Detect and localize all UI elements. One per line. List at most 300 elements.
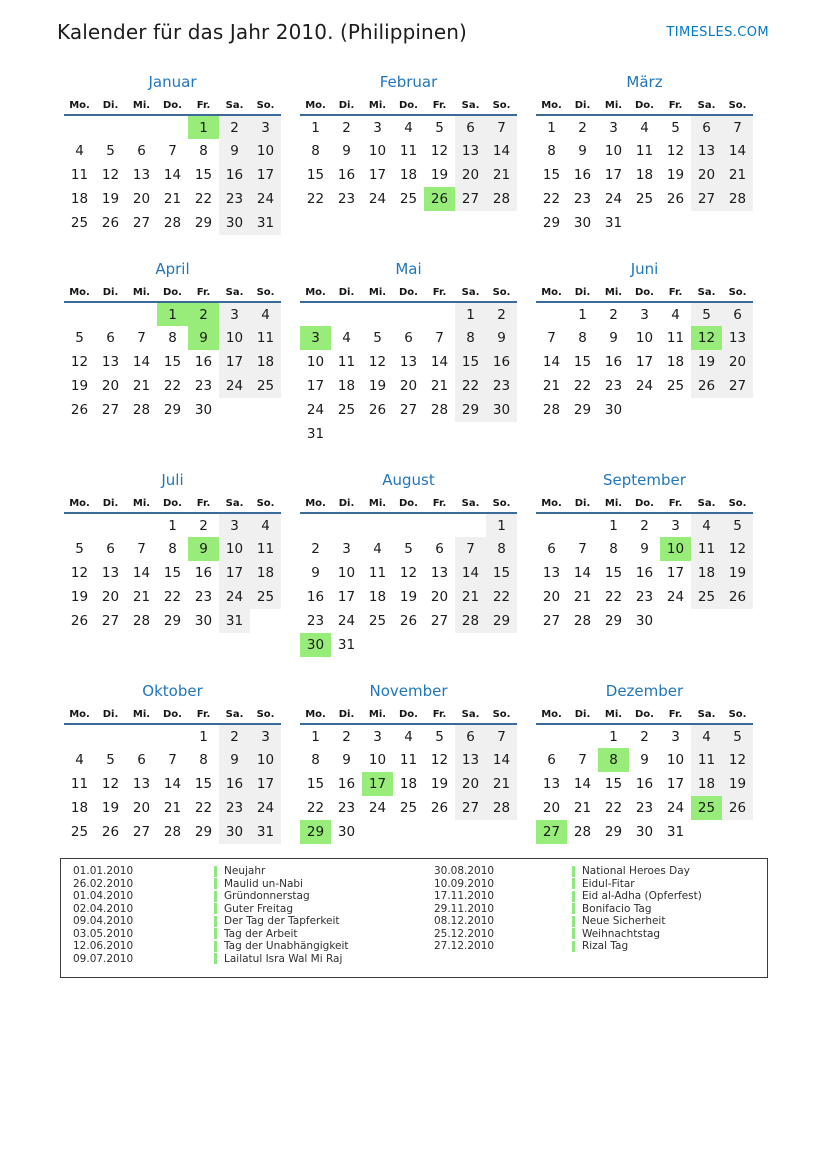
empty-cell (95, 513, 126, 537)
week-row (64, 609, 281, 633)
empty-cell (567, 724, 598, 748)
day-cell: 27 (399, 402, 418, 418)
day-cell: 4 (691, 513, 722, 537)
day-cell: 25 (666, 378, 685, 394)
day-cell: 6 (547, 752, 556, 768)
month-block-mai (300, 260, 517, 446)
day-header: Sa. (691, 283, 722, 302)
month-title-juni[interactable]: Juni (630, 260, 659, 278)
day-cell: 8 (168, 330, 177, 346)
day-cell: 13 (399, 354, 418, 370)
day-cell: 2 (199, 517, 208, 534)
day-cell: 11 (70, 167, 89, 183)
day-header: Fr. (660, 283, 691, 302)
day-header: Fr. (424, 705, 455, 724)
day-cell: 19 (70, 378, 89, 394)
legend-date: 17.11.2010 (433, 890, 495, 903)
week-row (536, 398, 753, 422)
month-block-oktober (64, 682, 281, 844)
week-row (64, 350, 281, 374)
day-cell: 13 (132, 167, 151, 183)
day-cell: 12 (368, 354, 387, 370)
day-cell: 4 (250, 513, 281, 537)
day-cell: 5 (435, 119, 444, 136)
day-cell: 19 (399, 589, 418, 605)
day-cell: 4 (671, 306, 680, 323)
day-cell: 14 (163, 167, 182, 183)
day-header: Di. (331, 283, 362, 302)
day-cell: 15 (306, 167, 325, 183)
day-header: Sa. (455, 705, 486, 724)
day-cell: 10 (660, 537, 691, 561)
legend-date: 12.06.2010 (73, 940, 134, 953)
week-row (536, 326, 753, 350)
month-title-januar[interactable]: Januar (148, 73, 197, 91)
day-cell: 10 (250, 139, 281, 163)
month-table-mai (300, 283, 517, 446)
day-cell: 28 (486, 796, 517, 820)
day-cell: 16 (635, 565, 654, 581)
day-cell: 17 (604, 167, 623, 183)
day-header: Di. (95, 705, 126, 724)
day-cell: 21 (486, 163, 517, 187)
empty-cell (393, 633, 424, 657)
empty-cell (424, 513, 455, 537)
day-header: Do. (393, 494, 424, 513)
empty-cell (629, 211, 660, 235)
day-cell: 13 (691, 139, 722, 163)
week-row (64, 302, 281, 326)
day-cell: 11 (691, 537, 722, 561)
day-header: So. (250, 705, 281, 724)
day-cell: 26 (722, 796, 753, 820)
legend-date: 08.12.2010 (433, 915, 495, 928)
day-cell: 21 (722, 163, 753, 187)
day-header: Mo. (536, 494, 567, 513)
day-cell: 24 (337, 613, 356, 629)
week-row (300, 326, 517, 350)
day-header: Fr. (424, 494, 455, 513)
day-header: So. (722, 283, 753, 302)
week-row (300, 422, 517, 446)
day-cell: 2 (486, 302, 517, 326)
legend-row (61, 940, 430, 953)
month-title-november[interactable]: November (369, 682, 448, 700)
day-cell: 22 (194, 800, 213, 816)
day-cell: 19 (430, 167, 449, 183)
day-header-row (300, 494, 517, 513)
day-cell: 1 (609, 728, 618, 745)
day-cell: 5 (691, 302, 722, 326)
day-cell: 22 (194, 191, 213, 207)
day-cell: 16 (486, 350, 517, 374)
day-cell: 3 (373, 119, 382, 136)
day-cell: 1 (188, 115, 219, 139)
day-cell: 25 (250, 585, 281, 609)
empty-cell (536, 513, 567, 537)
day-cell: 6 (435, 541, 444, 557)
day-cell: 21 (430, 378, 449, 394)
week-row (300, 748, 517, 772)
month-title-dezember[interactable]: Dezember (605, 682, 684, 700)
day-cell: 1 (311, 728, 320, 745)
empty-cell (722, 609, 753, 633)
month-title-september[interactable]: September (603, 471, 686, 489)
week-row (536, 302, 753, 326)
month-block-april (64, 260, 281, 422)
day-cell: 13 (455, 139, 486, 163)
day-cell: 22 (542, 191, 561, 207)
day-cell: 9 (486, 326, 517, 350)
day-cell: 26 (70, 402, 89, 418)
day-cell: 25 (399, 191, 418, 207)
week-row (300, 139, 517, 163)
day-cell: 10 (368, 143, 387, 159)
day-cell: 16 (573, 167, 592, 183)
day-cell: 13 (455, 748, 486, 772)
empty-cell (157, 115, 188, 139)
legend-row (430, 940, 767, 953)
week-row (300, 820, 517, 844)
legend-holiday-name: Maulid un-Nabi (224, 877, 303, 890)
legend-date: 25.12.2010 (433, 927, 495, 940)
week-row (536, 820, 753, 844)
day-cell: 27 (722, 374, 753, 398)
empty-cell (393, 302, 424, 326)
day-cell: 15 (306, 776, 325, 792)
day-cell: 19 (70, 589, 89, 605)
day-cell: 15 (542, 167, 561, 183)
day-cell: 8 (455, 326, 486, 350)
empty-cell (393, 820, 424, 844)
day-header: Mo. (536, 96, 567, 115)
day-cell: 15 (194, 776, 213, 792)
day-cell: 2 (609, 306, 618, 323)
day-cell: 27 (132, 824, 151, 840)
day-cell: 31 (250, 211, 281, 235)
day-cell: 23 (306, 613, 325, 629)
day-cell: 29 (542, 215, 561, 231)
holiday-marker-bar (572, 916, 575, 927)
day-cell: 1 (157, 302, 188, 326)
empty-cell (722, 398, 753, 422)
empty-cell (660, 398, 691, 422)
empty-cell (486, 422, 517, 446)
empty-cell (126, 513, 157, 537)
holiday-marker-bar (214, 928, 217, 939)
day-header-row (536, 96, 753, 115)
day-cell: 19 (722, 772, 753, 796)
day-cell: 10 (306, 354, 325, 370)
day-header: Sa. (219, 705, 250, 724)
legend-date: 01.01.2010 (73, 865, 134, 878)
day-cell: 27 (542, 613, 561, 629)
day-cell: 4 (404, 728, 413, 745)
week-row (536, 513, 753, 537)
day-cell: 29 (163, 613, 182, 629)
day-cell: 4 (342, 330, 351, 346)
day-cell: 6 (137, 143, 146, 159)
legend-date: 09.07.2010 (73, 952, 134, 965)
day-header: Mo. (300, 283, 331, 302)
day-cell: 12 (70, 565, 89, 581)
week-row (64, 163, 281, 187)
empty-cell (300, 302, 331, 326)
day-cell: 10 (219, 326, 250, 350)
month-title-juli[interactable]: Juli (161, 471, 184, 489)
holiday-marker-bar (572, 866, 575, 877)
day-cell: 5 (373, 330, 382, 346)
day-header: Do. (157, 494, 188, 513)
week-row (536, 748, 753, 772)
day-cell: 7 (168, 752, 177, 768)
day-cell: 12 (722, 748, 753, 772)
day-cell: 12 (666, 143, 685, 159)
day-header: Fr. (660, 96, 691, 115)
week-row (64, 748, 281, 772)
week-row (300, 585, 517, 609)
holiday-marker-bar (572, 891, 575, 902)
brand-link[interactable]: TIMESLES.COM (666, 25, 769, 40)
day-cell: 15 (455, 350, 486, 374)
empty-cell (95, 115, 126, 139)
day-cell: 10 (635, 330, 654, 346)
week-row (536, 139, 753, 163)
week-row (300, 772, 517, 796)
day-cell: 12 (722, 537, 753, 561)
week-row (536, 609, 753, 633)
day-cell: 19 (368, 378, 387, 394)
day-cell: 8 (311, 143, 320, 159)
legend-holiday-name: Eid al-Adha (Opferfest) (581, 890, 702, 903)
legend-holiday-name: Tag der Unabhängigkeit (224, 940, 349, 953)
day-header: Mi. (598, 705, 629, 724)
month-title-februar[interactable]: Februar (379, 73, 438, 91)
day-cell: 6 (547, 541, 556, 557)
day-cell: 7 (137, 541, 146, 557)
day-cell: 28 (486, 187, 517, 211)
day-cell: 26 (70, 613, 89, 629)
page-title: Kalender für das Jahr 2010. (Philippinen) (57, 20, 467, 44)
day-header: Do. (157, 283, 188, 302)
day-cell: 30 (194, 613, 213, 629)
month-table-juli (64, 494, 281, 633)
day-cell: 1 (311, 119, 320, 136)
day-cell: 28 (430, 402, 449, 418)
legend-date: 27.12.2010 (433, 940, 495, 953)
day-header: So. (722, 96, 753, 115)
month-block-februar (300, 73, 517, 211)
month-title-märz[interactable]: März (626, 73, 663, 91)
month-title-august[interactable]: August (382, 471, 435, 489)
day-cell: 7 (486, 724, 517, 748)
day-cell: 14 (573, 565, 592, 581)
day-cell: 30 (337, 824, 356, 840)
week-row (300, 187, 517, 211)
holiday-marker-bar (572, 878, 575, 889)
week-row (536, 772, 753, 796)
day-header: Do. (393, 96, 424, 115)
day-cell: 11 (635, 143, 654, 159)
month-block-august (300, 471, 517, 657)
empty-cell (424, 422, 455, 446)
day-header: Mi. (362, 96, 393, 115)
day-cell: 17 (337, 589, 356, 605)
day-cell: 23 (337, 800, 356, 816)
day-cell: 21 (455, 585, 486, 609)
day-header: Di. (567, 494, 598, 513)
day-header: Fr. (188, 283, 219, 302)
month-block-januar (64, 73, 281, 235)
day-header: Sa. (455, 283, 486, 302)
empty-cell (126, 115, 157, 139)
day-cell: 2 (342, 728, 351, 745)
day-cell: 19 (101, 191, 120, 207)
holidays-legend (60, 858, 768, 978)
legend-holiday-name: Rizal Tag (581, 940, 629, 953)
day-cell: 7 (578, 541, 587, 557)
day-cell: 24 (219, 374, 250, 398)
day-header: Di. (567, 705, 598, 724)
day-cell: 21 (132, 589, 151, 605)
empty-cell (629, 398, 660, 422)
day-header: Fr. (424, 283, 455, 302)
week-row (536, 561, 753, 585)
day-cell: 7 (435, 330, 444, 346)
day-header: Mo. (536, 705, 567, 724)
empty-cell (331, 422, 362, 446)
day-cell: 14 (722, 139, 753, 163)
day-cell: 20 (430, 589, 449, 605)
day-cell: 16 (219, 772, 250, 796)
legend-holiday-name: Weihnachtstag (581, 927, 661, 940)
day-cell: 26 (722, 585, 753, 609)
day-cell: 1 (486, 513, 517, 537)
day-header: So. (722, 705, 753, 724)
day-cell: 26 (430, 800, 449, 816)
day-header: Do. (629, 705, 660, 724)
day-cell: 31 (219, 609, 250, 633)
day-cell: 28 (573, 824, 592, 840)
day-header: Di. (567, 283, 598, 302)
day-cell: 20 (101, 589, 120, 605)
day-cell: 4 (250, 302, 281, 326)
week-row (64, 724, 281, 748)
month-title-mai[interactable]: Mai (395, 260, 422, 278)
day-header: Do. (629, 494, 660, 513)
day-header: So. (250, 96, 281, 115)
day-cell: 3 (373, 728, 382, 745)
week-row (536, 796, 753, 820)
day-cell: 27 (101, 402, 120, 418)
legend-holiday-name: Gründonnerstag (224, 890, 310, 903)
day-cell: 18 (250, 350, 281, 374)
day-header: Fr. (660, 494, 691, 513)
day-cell: 24 (635, 378, 654, 394)
day-cell: 12 (70, 354, 89, 370)
day-cell: 9 (219, 139, 250, 163)
empty-cell (64, 513, 95, 537)
day-cell: 9 (188, 537, 219, 561)
day-cell: 11 (368, 565, 387, 581)
empty-cell (219, 398, 250, 422)
day-header: Do. (629, 96, 660, 115)
months-grid (64, 73, 763, 844)
month-table-märz (536, 96, 753, 235)
empty-cell (331, 513, 362, 537)
day-cell: 18 (70, 800, 89, 816)
day-cell: 25 (635, 191, 654, 207)
day-cell: 8 (598, 748, 629, 772)
day-cell: 27 (101, 613, 120, 629)
week-row (536, 211, 753, 235)
day-cell: 26 (424, 187, 455, 211)
day-cell: 8 (199, 752, 208, 768)
day-cell: 23 (635, 800, 654, 816)
day-cell: 22 (604, 800, 623, 816)
day-cell: 4 (75, 143, 84, 159)
day-header: Sa. (219, 494, 250, 513)
empty-cell (455, 633, 486, 657)
day-cell: 3 (640, 306, 649, 323)
week-row (536, 350, 753, 374)
day-cell: 8 (547, 143, 556, 159)
empty-cell (300, 513, 331, 537)
day-cell: 17 (306, 378, 325, 394)
day-cell: 4 (404, 119, 413, 136)
day-cell: 2 (578, 119, 587, 136)
month-table-april (64, 283, 281, 422)
week-row (536, 585, 753, 609)
day-cell: 29 (604, 824, 623, 840)
day-cell: 24 (604, 191, 623, 207)
day-cell: 15 (604, 776, 623, 792)
day-header: So. (250, 494, 281, 513)
week-row (300, 724, 517, 748)
day-cell: 6 (722, 302, 753, 326)
holiday-marker-bar (572, 941, 575, 952)
day-cell: 24 (368, 191, 387, 207)
day-header: So. (486, 494, 517, 513)
empty-cell (722, 820, 753, 844)
month-title-oktober[interactable]: Oktober (142, 682, 203, 700)
month-table-november (300, 705, 517, 844)
day-cell: 22 (486, 585, 517, 609)
day-cell: 6 (137, 752, 146, 768)
day-cell: 17 (250, 163, 281, 187)
week-row (300, 115, 517, 139)
day-cell: 30 (300, 633, 331, 657)
week-row (300, 513, 517, 537)
empty-cell (424, 302, 455, 326)
day-cell: 11 (250, 326, 281, 350)
day-cell: 29 (604, 613, 623, 629)
day-cell: 13 (722, 326, 753, 350)
day-cell: 3 (250, 115, 281, 139)
day-header: So. (486, 283, 517, 302)
day-cell: 24 (368, 800, 387, 816)
week-row (300, 537, 517, 561)
day-cell: 10 (604, 143, 623, 159)
day-header-row (64, 705, 281, 724)
empty-cell (455, 422, 486, 446)
day-cell: 14 (486, 748, 517, 772)
day-cell: 27 (455, 796, 486, 820)
day-cell: 29 (486, 609, 517, 633)
legend-column-1 (61, 865, 430, 965)
month-title-april[interactable]: April (155, 260, 190, 278)
day-cell: 4 (691, 724, 722, 748)
